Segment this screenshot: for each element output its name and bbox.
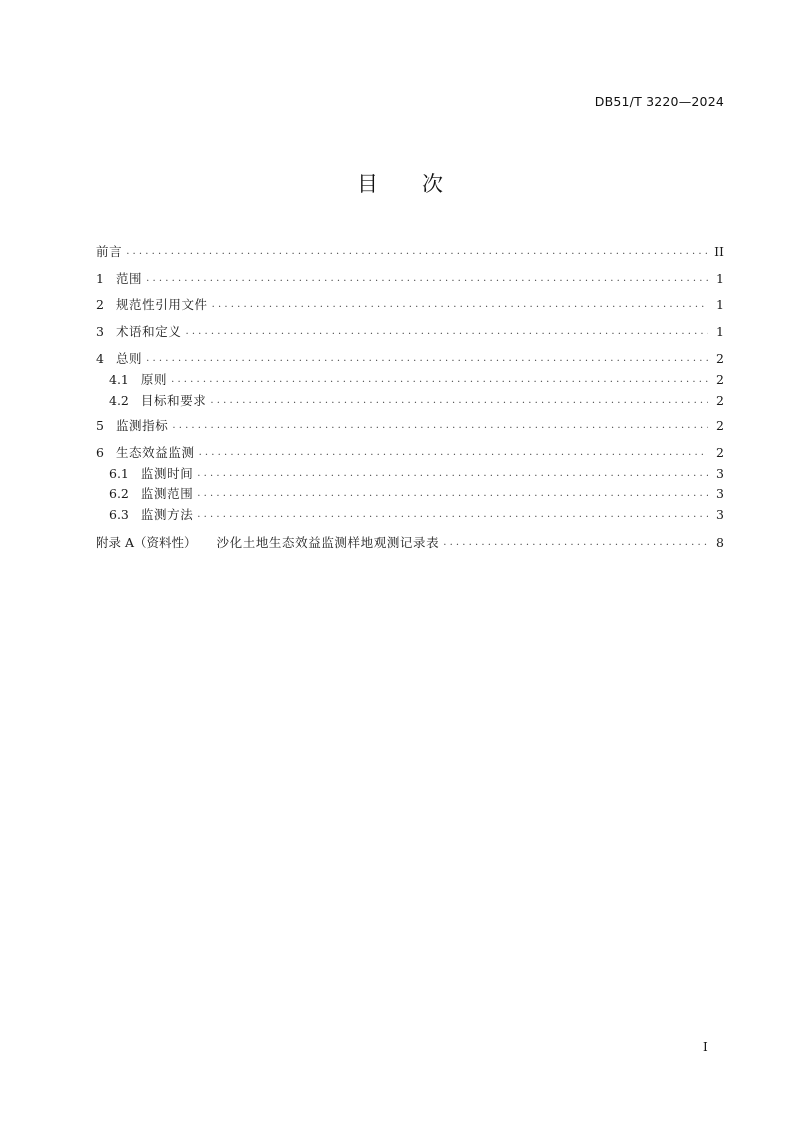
toc-entry-number: 4.1 <box>109 372 129 387</box>
toc-entry-page: 1 <box>716 297 724 312</box>
toc-leader-dots <box>199 444 708 462</box>
toc-entry-number: 6.2 <box>109 486 129 501</box>
toc-leader-dots <box>172 417 708 435</box>
toc-entry-2[interactable] <box>96 296 724 314</box>
toc-entry-6[interactable] <box>96 444 724 462</box>
toc-entry-page: 2 <box>716 372 724 387</box>
toc-entry-page: 2 <box>716 393 724 408</box>
toc-entry-number: 附录 A（资料性） <box>96 535 197 550</box>
toc-entry-label: 沙化土地生态效益监测样地观测记录表 <box>216 535 440 550</box>
toc-entry-page: 1 <box>716 324 724 339</box>
toc-title-char-1: 目 <box>357 172 378 196</box>
toc-entry-6-2[interactable] <box>109 485 724 503</box>
toc-entry-number: 4.2 <box>109 393 129 408</box>
toc-entry-label: 生态效益监测 <box>115 445 195 460</box>
toc-entry-page: 2 <box>716 351 724 366</box>
toc-leader-dots <box>197 506 708 524</box>
toc-leader-dots <box>197 465 708 483</box>
toc-leader-dots <box>146 270 708 288</box>
toc-entry-page: 3 <box>716 486 724 501</box>
toc-entry-number: 6.3 <box>109 507 129 522</box>
toc-entry-6-3[interactable] <box>109 506 724 524</box>
toc-entry-number: 4 <box>96 351 104 366</box>
toc-entry-label: 总则 <box>115 351 143 366</box>
toc-entry-page: 1 <box>716 271 724 286</box>
toc-entry-page: 3 <box>716 466 724 481</box>
toc-entry-number: 6 <box>96 445 104 460</box>
document-code: DB51/T 3220—2024 <box>594 94 724 109</box>
toc-entry-page: 3 <box>716 507 724 522</box>
toc-entry-label: 目标和要求 <box>140 393 207 408</box>
toc-leader-dots <box>197 485 708 503</box>
toc-leader-dots <box>443 534 708 552</box>
toc-leader-dots <box>146 350 708 368</box>
toc-leader-dots <box>210 392 708 410</box>
toc-entry-label: 监测时间 <box>140 466 194 481</box>
toc-entry-page: 2 <box>716 418 724 433</box>
toc-entry-page: 2 <box>716 445 724 460</box>
toc-entry-label: 监测范围 <box>140 486 194 501</box>
toc-entry-number: 2 <box>96 297 104 312</box>
toc-title-char-2: 次 <box>422 172 443 196</box>
toc-entry-1[interactable] <box>96 270 724 288</box>
toc-entry-label: 监测指标 <box>115 418 169 433</box>
toc-entry-4[interactable] <box>96 350 724 368</box>
toc-entry-label: 原则 <box>140 372 168 387</box>
toc-leader-dots <box>126 243 708 261</box>
toc-entry-5[interactable] <box>96 417 724 435</box>
toc-entry-6-1[interactable] <box>109 465 724 483</box>
toc-entry-label: 前言 <box>96 244 123 259</box>
toc-entry-number: 6.1 <box>109 466 129 481</box>
toc-entry-number: 5 <box>96 418 104 433</box>
toc-entry-number: 3 <box>96 324 104 339</box>
toc-title <box>0 168 800 198</box>
toc-leader-dots <box>171 371 708 389</box>
toc-entry-number: 1 <box>96 271 104 286</box>
toc-leader-dots <box>185 323 708 341</box>
toc-entry-4-2[interactable] <box>109 392 724 410</box>
toc-entry-label: 规范性引用文件 <box>115 297 208 312</box>
toc-entry-page: 8 <box>716 535 724 550</box>
page-number: I <box>703 1040 708 1054</box>
toc-entry-foreword[interactable] <box>96 243 724 261</box>
toc-entry-3[interactable] <box>96 323 724 341</box>
toc-entry-label: 术语和定义 <box>115 324 182 339</box>
toc-entry-page: II <box>714 244 724 259</box>
toc-entry-4-1[interactable] <box>109 371 724 389</box>
toc-entry-label: 范围 <box>115 271 143 286</box>
toc-entry-appendix-a[interactable] <box>96 534 724 552</box>
toc-entry-label: 监测方法 <box>140 507 194 522</box>
toc-leader-dots <box>212 296 708 314</box>
